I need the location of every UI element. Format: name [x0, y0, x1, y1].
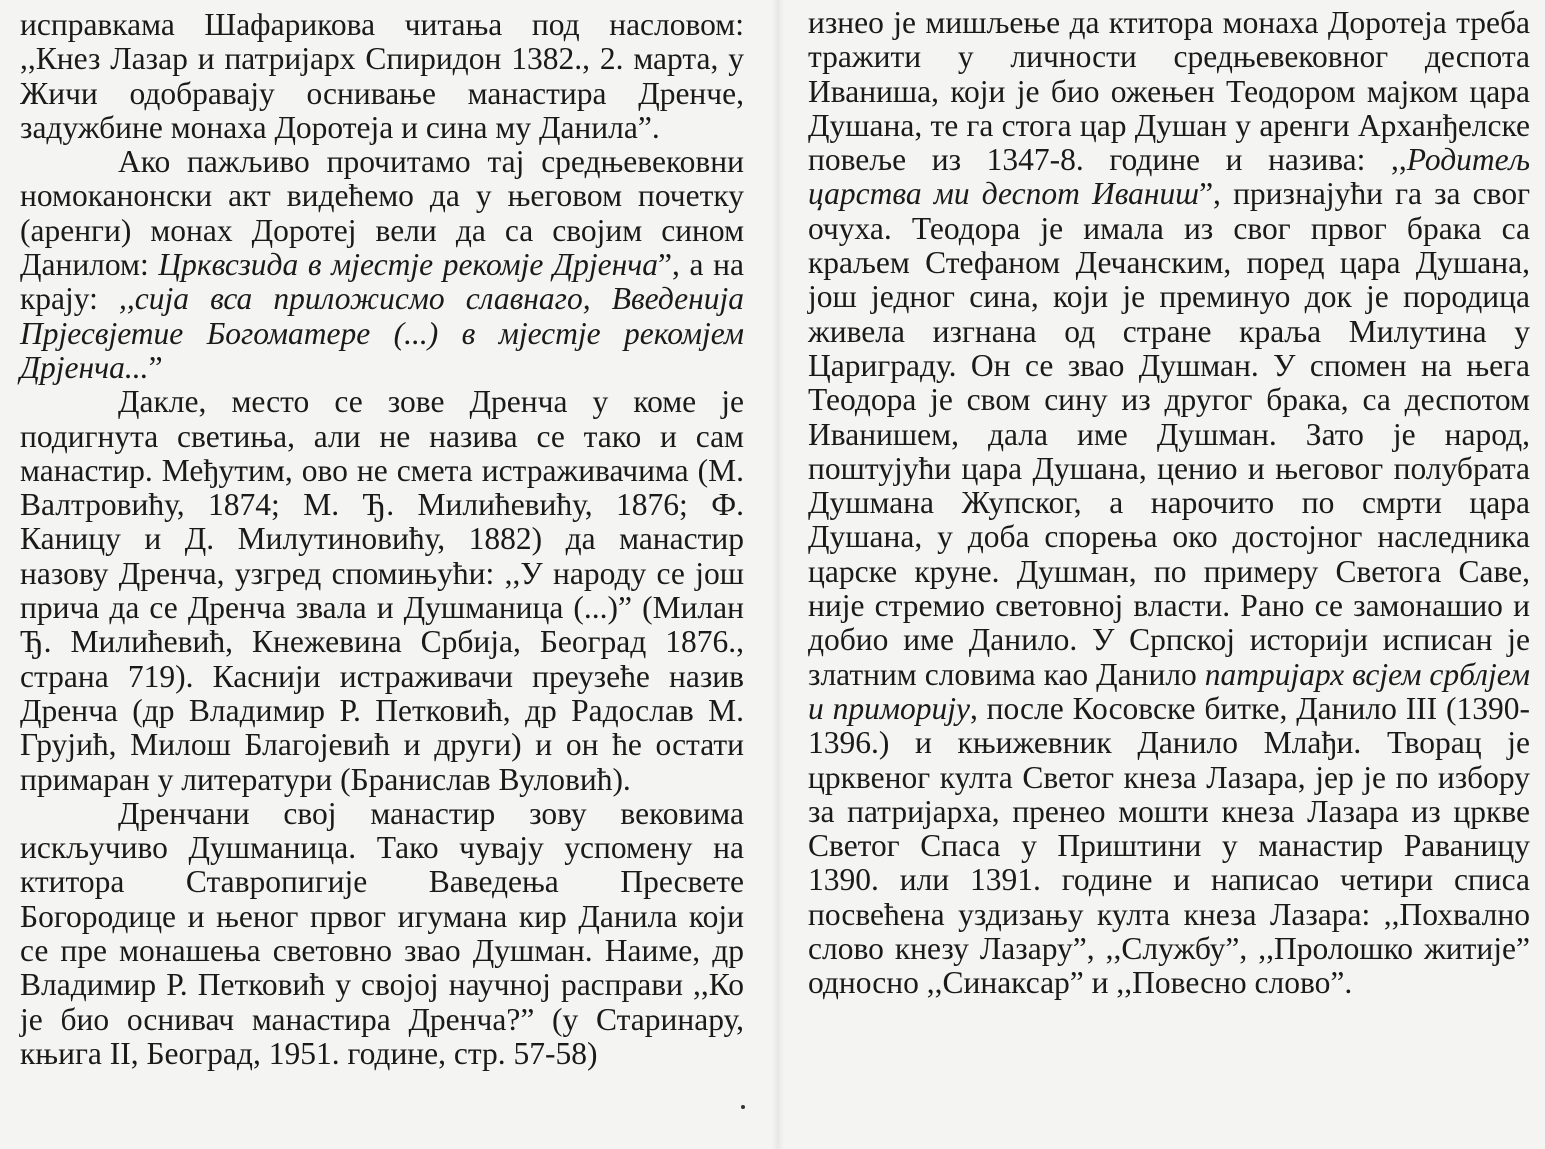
quote-italic: Родитељ царства ми деспот Иваниш	[808, 142, 1530, 212]
page-gutter	[772, 0, 784, 1149]
left-paragraph-2: Ако пажљиво прочитамо тај средњевековни номоканонски акт видећемо да у његовом почетку (аренги) монах Доротеј вели да са својим сином Данилом: Црквсзида в мјестје рекомје Дрјенча”, а на крају: ,,сија вса приложисмо славнаго, Введенија Прјесвјетие Богоматере (...) в мјестје рекомјем Дрјенча...”	[20, 144, 745, 385]
left-paragraph-3: Дакле, место се зове Дренча у коме је подигнута светиња, али не назива се тако и сам манастир. Међутим, ово не смета истраживачима (М. Валтровићу, 1874; М. Ђ. Милићевићу, 1876; Ф. Каницу и Д. Милутиновићу, 1882) да манастир назову Дренча, узгред спомињући: ,,У народу се још прича да се Дренча звала и Душманица (...)” (Милан Ђ. Милићевић, Кнежевина Србија, Београд 1876., страна 719). Каснији истраживачи преузеће назив Дренча (др Владимир Р. Петковић, др Радослав М. Грујић, Милош Благојевић и други) и он ће остати примаран у литератури (Бранислав Вуловић).	[20, 384, 744, 797]
right-paragraph-1: изнео је мишљење да ктитора монаха Доротеја треба тражити у личности средњевековног деспота Иваниша, који је био ожењен Теодором мајком цара Душана, те га стога цар Душан у аренги Арханђелске повеље из 1347-8. године и назива: ,,Родитељ царства ми деспот Иваниш”, признајући га за свог очуха. Теодора је имала из свог првог брака са краљем Стефаном Дечанским, поред цара Душана, још једног сина, који је преминуо док је породица живела изгнана од стране краља Милутина у Цариграду. Он се звао Душман. У спомен на њега Теодора је свом сину из другог брака, са деспотом Иванишем, дала име Душман. Зато је народ, поштујући цара Душана, ценио и његовог полубрата Душмана Жупског, а нарочито по смрти цара Душана, у доба спорења око достојног наследника царске круне. Душман, по примеру Светога Саве, није стремио световној власти. Рано се замонашио и добио име Данило. У Српској историји исписан је златним словима као Данило патријарх всјем срблјем и приморију, после Косовске битке, Данило III (1390-1396.) и књижевник Данило Млађи. Творац је црквеног култа Светог кнеза Лазара, јер је по избору за патријарха, пренео мошти кнеза Лазара из цркве Светог Спаса у Приштини у манастир Раваницу 1390. или 1391. године и написао четири списа посвећена уздизању култа кнеза Лазара: ,,Похвално слово кнезу Лазару”, ,,Службу”, ,,Пролошко житије” односно ,,Синаксар” и ,,Повесно слово”.	[808, 5, 1530, 1001]
quote-italic: патријарх всјем срблјем и приморију	[808, 656, 1530, 726]
quote-italic: ,,сија вса приложисмо славнаго, Введенија Прјесвјетие Богоматере (...) в мјестје рекомјем Дрјенча...	[20, 281, 745, 385]
quote-italic: Црквсзида в мјестје рекомје Дрјенча	[158, 247, 658, 283]
left-paragraph-4: Дренчани свој манастир зову вековима искључиво Душманица. Тако чувају успомену на ктитора Ставропигије Ваведења Пресвете Богородице и њеног првог игумана кир Данила који се пре монашења световно звао Душман. Наиме, др Владимир Р. Петковић у својој научној расправи ,,Ко је био оснивач манастира Дренча?” (у Старинару, књига II, Београд, 1951. године, стр. 57-58)	[20, 795, 744, 1071]
page-mark	[741, 1105, 745, 1109]
left-page-text	[20, 8, 744, 1071]
right-page-text	[808, 6, 1530, 1001]
left-paragraph-1: исправкама Шафарикова читања под насловом: ,,Кнез Лазар и патријарх Спиридон 1382., 2. марта, у Жичи одобравају оснивање манастира Дренче, задужбине монаха Доротеја и сина му Данила”.	[20, 7, 744, 145]
